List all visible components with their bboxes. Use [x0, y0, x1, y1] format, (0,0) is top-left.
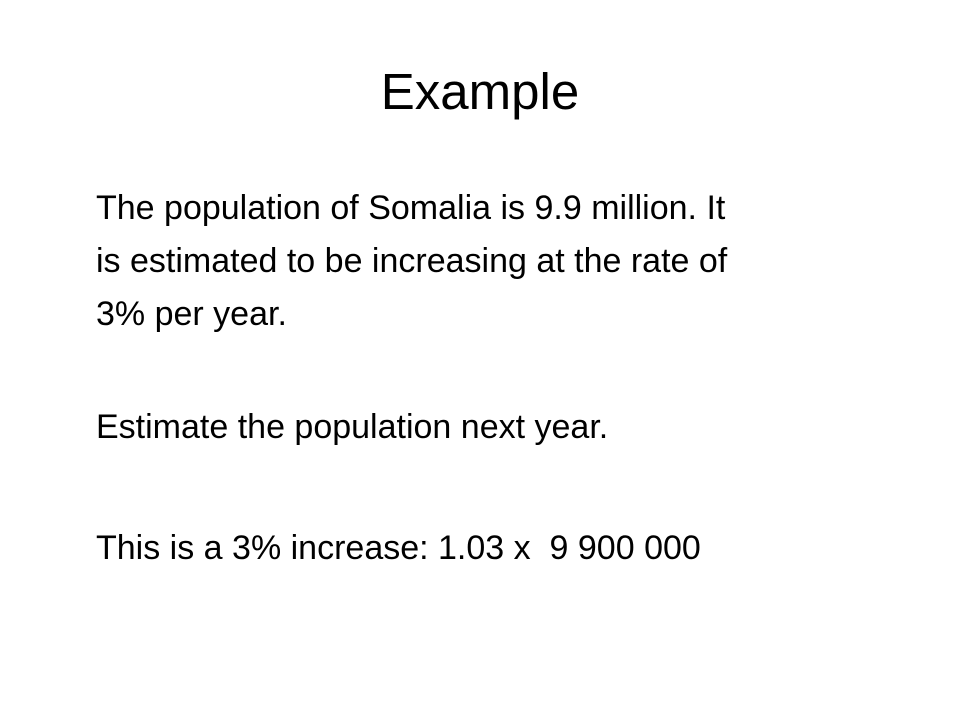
problem-line-1: The population of Somalia is 9.9 million. It	[96, 189, 726, 227]
problem-line-3: 3% per year.	[96, 295, 287, 333]
task-text: Estimate the population next year.	[96, 408, 609, 446]
problem-line-2: is estimated to be increasing at the rate of	[96, 242, 728, 280]
slide-title: Example	[380, 63, 580, 120]
solution-text: This is a 3% increase: 1.03 x 9 900 000	[96, 529, 701, 567]
problem-statement	[96, 182, 896, 341]
